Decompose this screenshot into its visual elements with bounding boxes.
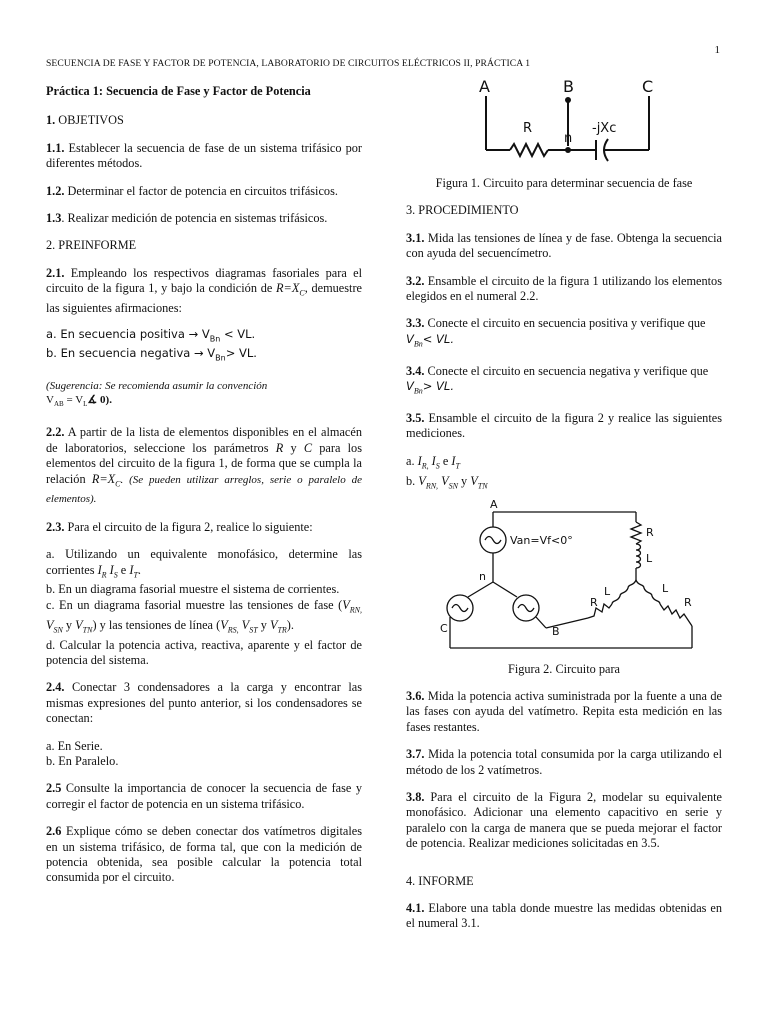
fig2-inductor-l3	[636, 580, 660, 604]
item-2-2: 2.2. A partir de la lista de elementos disponibles en el almacén de laboratorios, seleccione los parámetros R y C para los elementos del circuito de la figura 1, de forma que se cumpla la relación $R=X_C$. (Se pueden utilizar arreglos, serie o paralelo de elementos).	[46, 425, 362, 506]
suggestion-note: (Sugerencia: Se recomienda asumir la convención $V_{AB}$ = $V_L∡$ 0).	[46, 380, 268, 409]
fig2-label-a: A	[490, 499, 498, 511]
item-2-3-d: d. Calcular la potencia activa, reactiva, aparente y el factor de potencia del sistema.	[46, 637, 362, 667]
fig2-wire-b-out	[536, 617, 546, 628]
procedimiento-heading: 3. PROCEDIMIENTO	[406, 203, 519, 218]
fig2-wire-n-right	[493, 582, 517, 597]
figure-1-caption: Figura 1. Circuito para determinar secuencia de fase	[435, 176, 693, 190]
right-column	[406, 78, 722, 944]
fig1-resistor	[510, 144, 548, 156]
item-2-4: 2.4. Conectar 3 condensadores a la carga y encontrar las mismas expresiones del punto anterior, si los condensadores se conectan:	[46, 680, 362, 726]
step-3-5: 3.5. Ensamble el circuito de la figura 2 y realice las siguientes mediciones.	[406, 410, 722, 441]
statement-b: b. En secuencia negativa → $V_{Bn}>$ VL.	[46, 345, 257, 363]
fig2-label-c: C	[440, 621, 448, 635]
fig2-label-l1: L	[646, 551, 653, 565]
fig1-label-n: n	[564, 131, 573, 146]
step-4-1: 4.1. Elabore una tabla donde muestre las medidas obtenidas en el numeral 3.1.	[406, 900, 722, 931]
step-3-5-measurements	[406, 454, 722, 494]
fig1-node-n	[565, 147, 571, 153]
step-3-3: 3.3. Conecte el circuito en secuencia positiva y verifique que $V_{Bn}<$ VL.	[406, 316, 706, 349]
item-2-5: 2.5 Consulte la importancia de conocer la secuencia de fase y corregir el factor de potencia en un sistema trifásico.	[46, 781, 362, 811]
item-2-3-a: a. Utilizando un equivalente monofásico, determine las corrientes $I_R$ $I_S$ e $I_T$.	[46, 547, 362, 580]
step-3-7: 3.7. Mida la potencia total consumida por la carga utilizando el método de los 2 vatímetros.	[406, 747, 722, 777]
fig2-label-r1: R	[646, 525, 654, 539]
document-title: Práctica 1: Secuencia de Fase y Factor de Potencia	[46, 84, 311, 98]
fig1-label-a: A	[479, 78, 490, 96]
item-2-3-subitems	[46, 547, 362, 668]
item-2-6: 2.6 Explique cómo se deben conectar dos vatímetros digitales en un sistema trifásico, de forma tal, que con la medición de potencia obtenida, sea posible calcular la potencia total consumida por el circuito.	[46, 824, 362, 885]
fig1-label-c: C	[642, 78, 654, 96]
step-3-2: 3.2. Ensamble el circuito de la figura 1 utilizando los elementos elegidos en el numeral 2.2.	[406, 273, 722, 304]
measure-b: b. $V_{RN,}$ $V_{SN}$ y $V_{TN}$	[406, 473, 488, 491]
informe-heading: 4. INFORME	[406, 873, 474, 888]
fig2-label-l3: L	[662, 581, 669, 595]
item-2-1-statements	[46, 327, 362, 366]
fig2-label-r2: R	[590, 595, 598, 609]
step-3-8: 3.8. Para el circuito de la Figura 2, modelar su equivalente monofásico. Adicionar una elemento capacitivo en serie y paralelo con la carga de manera que se pueda mejorar el factor de potencia. Realizar mediciones solicitadas en 3.5.	[406, 789, 722, 851]
fig2-label-b: B	[552, 624, 560, 638]
fig2-label-r3: R	[684, 595, 692, 609]
objective-1-1: 1.1. Establecer la secuencia de fase de un sistema trifásico por diferentes métodos.	[46, 140, 362, 171]
figure-2-caption: Figura 2. Circuito para	[507, 661, 620, 676]
running-header: SECUENCIA DE FASE Y FACTOR DE POTENCIA, LABORATORIO DE CIRCUITOS ELÉCTRICOS II, PRÁCTICA 1	[46, 58, 531, 69]
objective-1-3: 1.3. Realizar medición de potencia en sistemas trifásicos.	[46, 211, 328, 226]
item-2-3-c: c. En un diagrama fasorial muestre las tensiones de fase ($V_{RN,}$ $V_{SN}$ y $V_{TN}$) y las tensiones de línea ($V_{RS,}$ $V_{ST}$ y $V_{TR}$).	[46, 597, 362, 635]
figure-2-circuit	[406, 500, 722, 660]
figure-1-circuit	[406, 78, 722, 170]
step-3-6: 3.6. Mida la potencia activa suministrada por la fuente a una de las fases con ayuda del vatímetro. Repita esta medición en las fases restantes.	[406, 688, 722, 734]
fig2-inductor-l1	[636, 544, 641, 568]
fig2-source-label: Van=Vf<0°	[510, 533, 573, 547]
fig2-label-l2: L	[604, 584, 611, 598]
item-2-3: 2.3. Para el circuito de la figura 2, realice lo siguiente:	[46, 519, 313, 534]
fig1-label-b: B	[563, 78, 574, 96]
objectives-heading: 1. OBJETIVOS	[46, 113, 124, 128]
left-column	[46, 84, 362, 898]
option-paralelo: b. En Paralelo.	[46, 754, 119, 769]
fig2-wire-n-left	[468, 582, 493, 597]
fig2-source-a-wave	[485, 536, 501, 543]
step-3-4: 3.4. Conecte el circuito en secuencia negativa y verifique que $V_{Bn}>$ VL.	[406, 363, 709, 396]
option-serie: a. En Serie.	[46, 738, 103, 753]
fig2-source-c-wave	[452, 604, 468, 611]
preinforme-heading: 2. PREINFORME	[46, 238, 137, 253]
fig2-source-b-wave	[518, 604, 534, 611]
item-2-1: 2.1. Empleando los respectivos diagramas fasoriales para el circuito de la figura 1, y bajo la condición de $R=X_C$, demuestre las siguientes afirmaciones:	[46, 265, 363, 316]
step-3-1: 3.1. Mida las tensiones de línea y de fase. Obtenga la secuencia con ayuda del secuencímetro.	[406, 230, 722, 261]
item-2-4-options	[46, 739, 362, 770]
fig1-node-b	[565, 97, 571, 103]
fig1-label-jxc: -jXc	[592, 121, 617, 136]
fig2-inductor-l2	[612, 580, 636, 604]
statement-a: a. En secuencia positiva → $V_{Bn}$ < VL.	[46, 326, 256, 343]
fig2-label-n: n	[479, 569, 486, 583]
item-2-3-b: b. En un diagrama fasorial muestre el sistema de corrientes.	[46, 582, 340, 597]
fig1-label-r: R	[523, 121, 533, 136]
measure-a: a. $I_{R,}$ $I_S$ e $I_T$	[406, 453, 460, 471]
fig2-resistor-r1	[631, 522, 641, 544]
objective-1-2: 1.2. Determinar el factor de potencia en circuitos trifásicos.	[46, 183, 338, 198]
page-number: 1	[714, 44, 720, 56]
